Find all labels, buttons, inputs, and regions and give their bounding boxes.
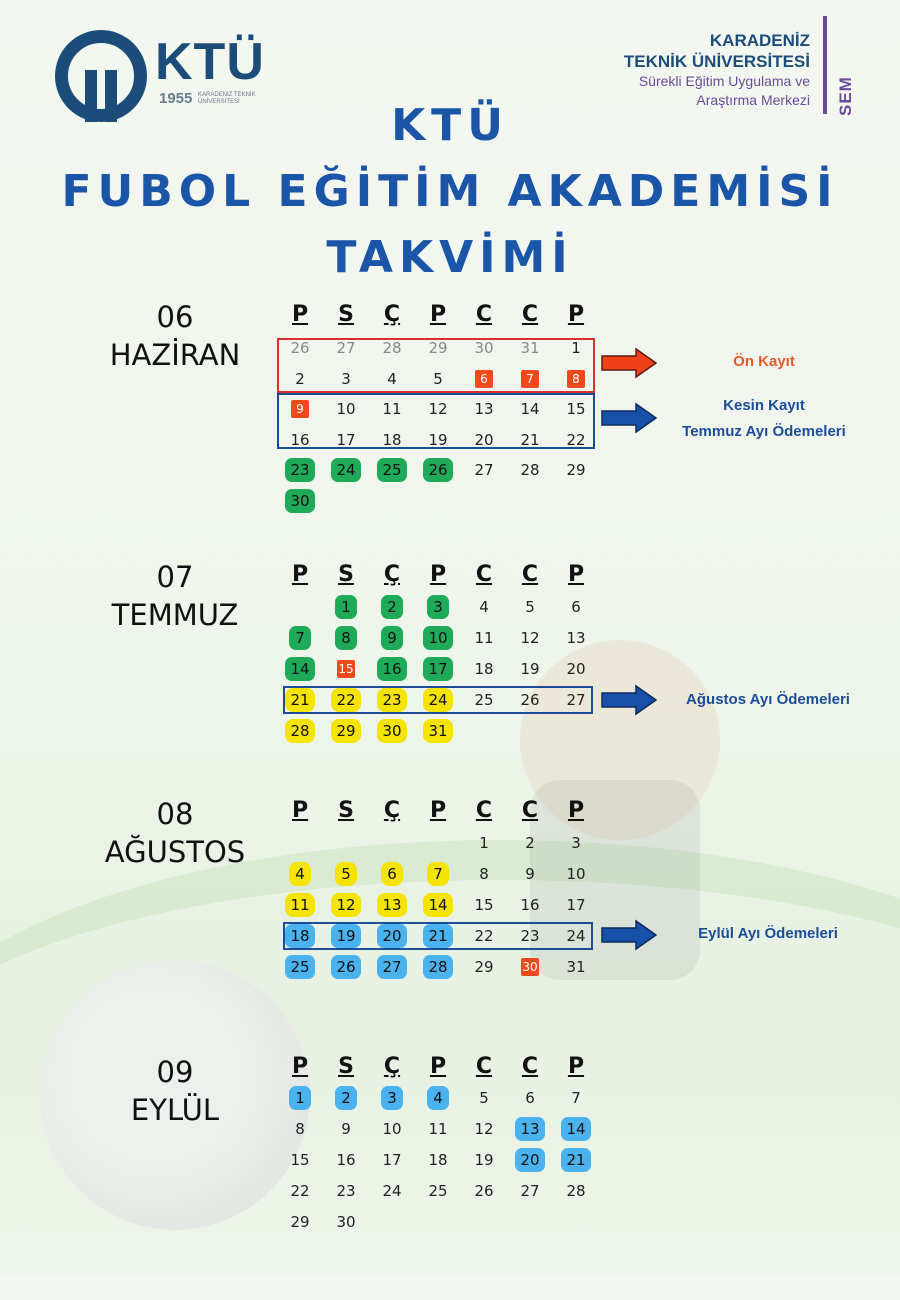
calendar-day: 12	[428, 400, 448, 418]
calendar-day: 5	[433, 369, 443, 388]
pre-registration-label: Ön Kayıt	[733, 353, 795, 370]
weekday-header: C	[521, 302, 539, 327]
calendar-day: 3	[427, 595, 449, 619]
weekday-header: P	[291, 798, 309, 823]
calendar-day: 9	[341, 1120, 351, 1138]
calendar-day: 9	[525, 865, 535, 883]
weekday-header: C	[475, 798, 493, 823]
weekday-header: P	[429, 302, 447, 327]
calendar-day: 15	[566, 400, 586, 418]
calendar-day: 28	[520, 461, 540, 479]
calendar-day: 20	[474, 430, 494, 449]
calendar-day: 13	[377, 893, 407, 917]
final-registration-label: Kesin Kayıt	[723, 397, 805, 414]
calendar-day: 3	[341, 369, 351, 388]
calendar-day: 14	[423, 893, 453, 917]
calendar-day: 28	[566, 1182, 586, 1200]
calendar-day: 6	[571, 598, 581, 616]
calendar-day: 1	[289, 1086, 311, 1110]
weekday-header: P	[429, 562, 447, 587]
calendar-day: 11	[428, 1120, 448, 1138]
weekday-header: Ç	[383, 302, 401, 327]
weekday-header: P	[429, 798, 447, 823]
calendar-day: 27	[474, 461, 494, 479]
calendar-day: 18	[428, 1151, 448, 1169]
center-name-line2: Araştırma Merkezi	[696, 92, 810, 108]
arrow-right-icon	[600, 347, 658, 379]
calendar-day: 7	[521, 370, 539, 388]
calendar-day: 26	[290, 339, 310, 357]
calendar-day: 22	[290, 1182, 310, 1200]
calendar-day: 4	[387, 369, 397, 388]
weekday-header: P	[567, 302, 585, 327]
calendar-day: 4	[289, 862, 311, 886]
calendar-day: 6	[381, 862, 403, 886]
calendar-day: 27	[336, 339, 356, 357]
calendar-day: 27	[377, 955, 407, 979]
arrow-right-icon	[600, 684, 658, 716]
calendar-day: 30	[377, 719, 407, 743]
calendar-day: 17	[423, 657, 453, 681]
calendar-day: 2	[335, 1086, 357, 1110]
weekday-header: P	[429, 1054, 447, 1079]
calendar-day: 12	[331, 893, 361, 917]
calendar-day: 21	[423, 924, 453, 948]
calendar-day: 29	[290, 1213, 310, 1231]
month-number: 09	[156, 1055, 194, 1089]
sem-label: SEM	[836, 76, 855, 116]
calendar-day: 23	[520, 927, 540, 945]
calendar-day: 18	[382, 430, 402, 449]
calendar-day: 3	[381, 1086, 403, 1110]
calendar-day: 21	[520, 430, 540, 449]
calendar-day: 20	[566, 660, 586, 678]
final-registration-box	[277, 393, 595, 449]
calendar-day: 3	[571, 834, 581, 852]
calendar-day: 28	[285, 719, 315, 743]
logo-year: 1955	[159, 90, 193, 107]
calendar-day: 31	[423, 719, 453, 743]
calendar-day: 31	[566, 958, 586, 976]
university-name-line1: KARADENİZ	[709, 31, 810, 50]
calendar-day: 6	[525, 1089, 535, 1107]
calendar-day: 14	[561, 1117, 591, 1141]
august-payments-box	[283, 686, 593, 714]
calendar-day: 28	[423, 955, 453, 979]
calendar-day: 16	[290, 430, 310, 449]
calendar-day: 30	[336, 1213, 356, 1231]
calendar-day: 16	[520, 896, 540, 914]
month-name: AĞUSTOS	[104, 835, 246, 869]
month-number: 08	[156, 797, 194, 831]
university-name-line2: TEKNİK ÜNİVERSİTESİ	[623, 52, 810, 71]
calendar-day: 8	[479, 865, 489, 883]
calendar-day: 14	[520, 400, 540, 418]
calendar-day: 30	[474, 339, 494, 357]
calendar-day: 30	[285, 489, 315, 513]
center-name-line1: Sürekli Eğitim Uygulama ve	[638, 73, 810, 89]
calendar-day: 8	[335, 626, 357, 650]
calendar-day: 23	[377, 688, 407, 712]
calendar-day: 4	[427, 1086, 449, 1110]
calendar-day: 24	[382, 1182, 402, 1200]
weekday-header: P	[567, 798, 585, 823]
calendar-day: 19	[428, 430, 448, 449]
month-number: 06	[156, 300, 194, 334]
pre-registration-box	[277, 338, 595, 393]
calendar-day: 15	[474, 896, 494, 914]
calendar-day: 2	[381, 595, 403, 619]
calendar-day: 10	[382, 1120, 402, 1138]
title-line3: TAKVİMİ	[326, 232, 574, 283]
calendar-day: 20	[377, 924, 407, 948]
calendar-day: 25	[377, 458, 407, 482]
weekday-header: P	[291, 1054, 309, 1079]
calendar-day: 26	[474, 1182, 494, 1200]
calendar-day: 2	[525, 834, 535, 852]
calendar-day: 18	[474, 660, 494, 678]
calendar-day: 20	[515, 1148, 545, 1172]
calendar-day: 30	[522, 960, 538, 974]
calendar-day: 10	[336, 400, 356, 418]
month-name: TEMMUZ	[111, 598, 239, 632]
calendar-day: 7	[289, 626, 311, 650]
july-payments-label: Temmuz Ayı Ödemeleri	[682, 423, 846, 440]
calendar-day: 25	[474, 691, 494, 709]
calendar-day: 31	[520, 339, 540, 357]
calendar-day: 26	[520, 691, 540, 709]
calendar-day: 26	[331, 955, 361, 979]
calendar-day: 26	[423, 458, 453, 482]
arrow-right-icon	[600, 919, 658, 951]
calendar-day: 11	[382, 400, 402, 418]
calendar-day: 24	[423, 688, 453, 712]
weekday-header: C	[521, 798, 539, 823]
calendar-day: 6	[475, 370, 493, 388]
calendar-day: 11	[285, 893, 315, 917]
calendar-day: 5	[479, 1089, 489, 1107]
weekday-header: C	[475, 562, 493, 587]
weekday-header: C	[475, 302, 493, 327]
calendar-day: 8	[567, 370, 585, 388]
calendar-day: 23	[285, 458, 315, 482]
calendar-day: 22	[474, 927, 494, 945]
logo-subtitle: KARADENIZ TEKNİK ÜNİVERSİTESİ	[198, 92, 256, 105]
august-payments-label: Ağustos Ayı Ödemeleri	[686, 691, 850, 708]
calendar-day: 24	[331, 458, 361, 482]
weekday-header: C	[521, 1054, 539, 1079]
calendar-day: 15	[338, 662, 354, 676]
arrow-right-icon	[600, 402, 658, 434]
weekday-header: C	[521, 562, 539, 587]
weekday-header: S	[338, 562, 354, 587]
calendar-day: 29	[428, 339, 448, 357]
weekday-header: P	[291, 562, 309, 587]
calendar-day: 21	[561, 1148, 591, 1172]
calendar-day: 19	[474, 1151, 494, 1169]
title-line2: FUBOL EĞİTİM AKADEMİSİ	[61, 166, 839, 217]
calendar-day: 12	[520, 629, 540, 647]
calendar-day: 24	[566, 927, 586, 945]
weekday-header: P	[567, 1054, 585, 1079]
calendar-day: 4	[479, 598, 489, 616]
calendar-day: 25	[428, 1182, 448, 1200]
weekday-header: S	[338, 798, 354, 823]
calendar-day: 10	[423, 626, 453, 650]
calendar-day: 13	[515, 1117, 545, 1141]
calendar-day: 19	[331, 924, 361, 948]
title-line1: KTÜ	[391, 100, 509, 151]
calendar-day: 5	[335, 862, 357, 886]
calendar-day: 13	[566, 629, 586, 647]
weekday-header: Ç	[383, 798, 401, 823]
month-name: EYLÜL	[130, 1093, 220, 1127]
calendar-day: 16	[336, 1151, 356, 1169]
calendar-day: 27	[566, 691, 586, 709]
calendar-day: 29	[474, 958, 494, 976]
logo-text: KTÜ	[155, 33, 265, 91]
calendar-day: 29	[566, 461, 586, 479]
calendar-day: 29	[331, 719, 361, 743]
calendar-day: 7	[427, 862, 449, 886]
september-payments-label: Eylül Ayı Ödemeleri	[698, 925, 838, 942]
calendar-day: 15	[290, 1151, 310, 1169]
calendar-day: 1	[479, 834, 489, 852]
weekday-header: C	[475, 1054, 493, 1079]
month-number: 07	[156, 560, 194, 594]
weekday-header: S	[338, 1054, 354, 1079]
month-name: HAZİRAN	[109, 338, 241, 372]
calendar-day: 22	[566, 430, 586, 449]
calendar-day: 13	[474, 400, 494, 418]
calendar-day: 9	[381, 626, 403, 650]
september-payments-box	[283, 922, 593, 950]
calendar-day: 16	[377, 657, 407, 681]
calendar-day: 19	[520, 660, 540, 678]
calendar-day: 9	[291, 400, 309, 418]
weekday-header: S	[338, 302, 354, 327]
calendar-day: 1	[571, 339, 581, 357]
calendar-day: 12	[474, 1120, 494, 1138]
weekday-header: P	[291, 302, 309, 327]
calendar-day: 14	[285, 657, 315, 681]
calendar-day: 17	[336, 430, 356, 449]
calendar-day: 25	[285, 955, 315, 979]
calendar-day: 10	[566, 865, 586, 883]
weekday-header: Ç	[383, 562, 401, 587]
calendar-day: 11	[474, 629, 494, 647]
calendar-day: 23	[336, 1182, 356, 1200]
weekday-header: P	[567, 562, 585, 587]
calendar-day: 2	[295, 369, 305, 388]
calendar-day: 18	[285, 924, 315, 948]
calendar-day: 5	[525, 598, 535, 616]
calendar-day: 21	[285, 688, 315, 712]
calendar-day: 27	[520, 1182, 540, 1200]
calendar-day: 28	[382, 339, 402, 357]
calendar-day: 7	[571, 1089, 581, 1107]
calendar-day: 1	[335, 595, 357, 619]
calendar-day: 22	[331, 688, 361, 712]
weekday-header: Ç	[383, 1054, 401, 1079]
calendar-day: 8	[295, 1120, 305, 1138]
calendar-day: 17	[566, 896, 586, 914]
calendar-day: 17	[382, 1151, 402, 1169]
